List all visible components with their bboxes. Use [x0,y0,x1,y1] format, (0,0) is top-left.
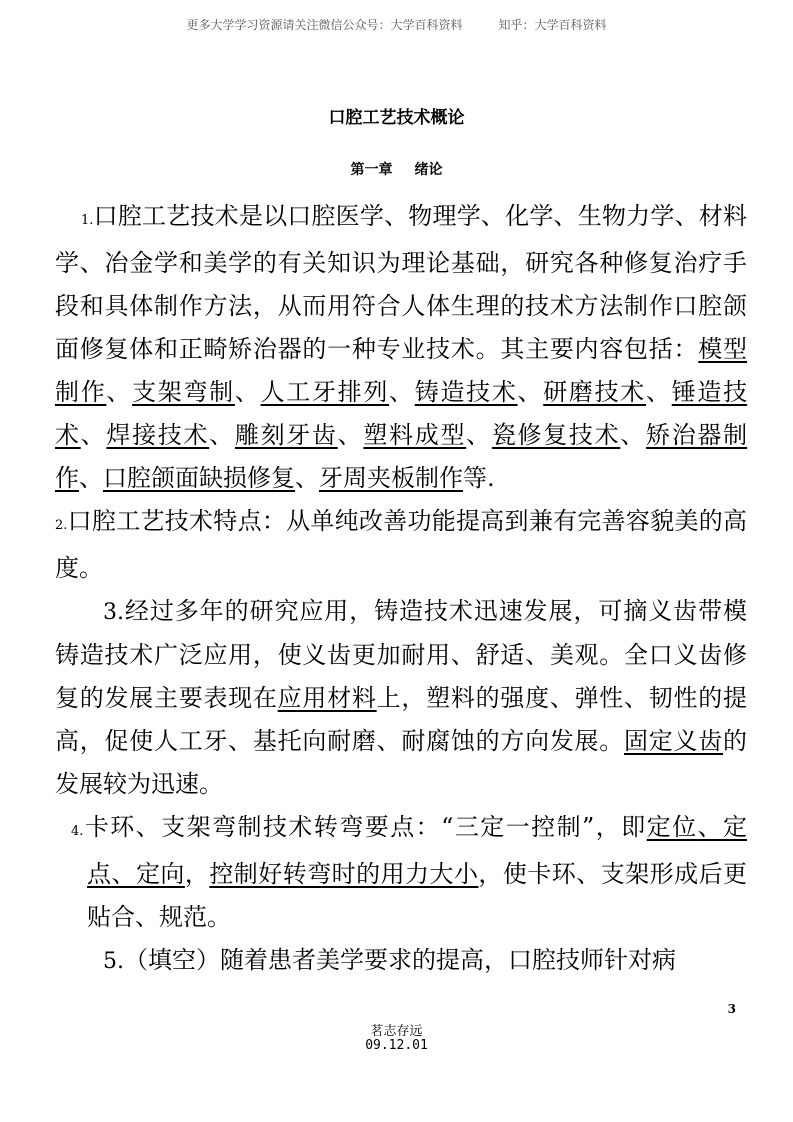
list-separator: 、 [620,421,647,449]
list-separator: 、 [517,378,544,406]
list-separator: 、 [234,378,261,406]
paragraph-text: ，使卡环、支架形成后更贴合、规范。 [87,860,748,931]
paragraph-3 [55,590,747,806]
paragraph-text: 口腔工艺技术特点：从单纯改善功能提高到兼有完善容貌美的高度。 [55,507,747,582]
technique-item: 铸造技术 [414,378,518,406]
list-separator: 、 [466,421,492,449]
document-body [55,195,747,983]
list-separator: 、 [646,378,672,406]
technique-item: 研磨技术 [543,378,647,406]
underlined-term: 定向 [135,860,185,888]
technique-item: 瓷修复技术 [491,421,621,449]
document-title: 口腔工艺技术概论 [328,108,465,128]
list-separator: 、 [79,464,103,492]
paragraph-text: 卡环、支架弯制技术转弯要点：“三定一控制”，即 [83,813,647,841]
technique-item: 支架弯制 [132,378,235,406]
paragraph-number: 3. [103,600,124,625]
list-separator: 、 [209,421,235,449]
paragraph-text: 口腔工艺技术是以口腔医学、物理学、化学、生物力学、材料学、冶金学和美学的有关知识为理论基础，研究各种修复治疗手段和具体制作方法，从而用符合人体生理的技术方法制作口腔颌面修复体和正畸矫治器的一种专业技术。其主要内容包括： [55,202,747,363]
technique-item: 模型制作 [55,335,748,406]
technique-item: 牙周夹板制作 [319,464,463,492]
page-number: 3 [727,1002,736,1016]
list-separator: 、 [106,378,133,406]
paragraph-number: 1. [81,213,94,228]
footer-motto: 茗志存远 [370,1024,423,1039]
separator: ， [184,860,210,888]
list-separator: 、 [295,464,319,492]
underlined-term: 定位 [646,813,698,841]
paragraph-ending: 等. [463,464,495,492]
technique-item: 口腔颌面缺损修复 [103,464,295,492]
underlined-term: 控制好转弯时的用力大小 [209,860,479,888]
header-zhihu-note: 知乎：大学百科资料 [498,18,607,32]
underlined-term: 固定义齿 [624,727,724,755]
list-separator: 、 [389,378,415,406]
paragraph-number: 4. [71,824,84,839]
technique-item: 雕刻牙齿 [234,421,338,449]
underlined-separator: 、 [697,813,724,841]
paragraph-2 [55,500,747,590]
header-wechat-note: 更多大学学习资源请关注微信公众号：大学百科资料 [186,18,463,32]
technique-item: 锤造技术 [55,378,748,449]
paragraph-text: 的发展较为迅速。 [55,727,748,798]
list-separator: 、 [80,421,107,449]
list-separator: 、 [337,421,364,449]
footer-date: 09.12.01 [365,1038,428,1053]
paragraph-4 [55,806,747,939]
paragraph-number: 2. [55,518,68,533]
underlined-term: 定点 [87,813,748,888]
page-header [0,16,793,33]
paragraph-text: 经过多年的研究应用，铸造技术迅速发展，可摘义齿带模铸造技术广泛应用，使义齿更加耐用、舒适、美观。全口义齿修复的发展主要表现在 [55,597,747,712]
underlined-separator: 、 [111,860,136,888]
paragraph-5 [55,939,747,983]
paragraph-number: 5. [103,949,124,974]
technique-item: 塑料成型 [363,421,467,449]
chapter-name: 绪论 [414,162,443,178]
technique-item: 焊接技术 [106,421,210,449]
paragraph-1 [55,195,747,500]
chapter-heading [0,159,793,179]
technique-item: 人工牙排列 [260,378,390,406]
paragraph-text: 上，塑料的强度、弹性、韧性的提高，促使人工牙、基托向耐磨、耐腐蚀的方向发展。 [55,684,748,755]
paragraph-text: （填空）随着患者美学要求的提高，口腔技师针对病 [124,946,676,974]
chapter-number: 第一章 [350,162,393,178]
technique-item: 矫治器制作 [55,421,748,492]
underlined-term: 应用材料 [277,684,377,712]
